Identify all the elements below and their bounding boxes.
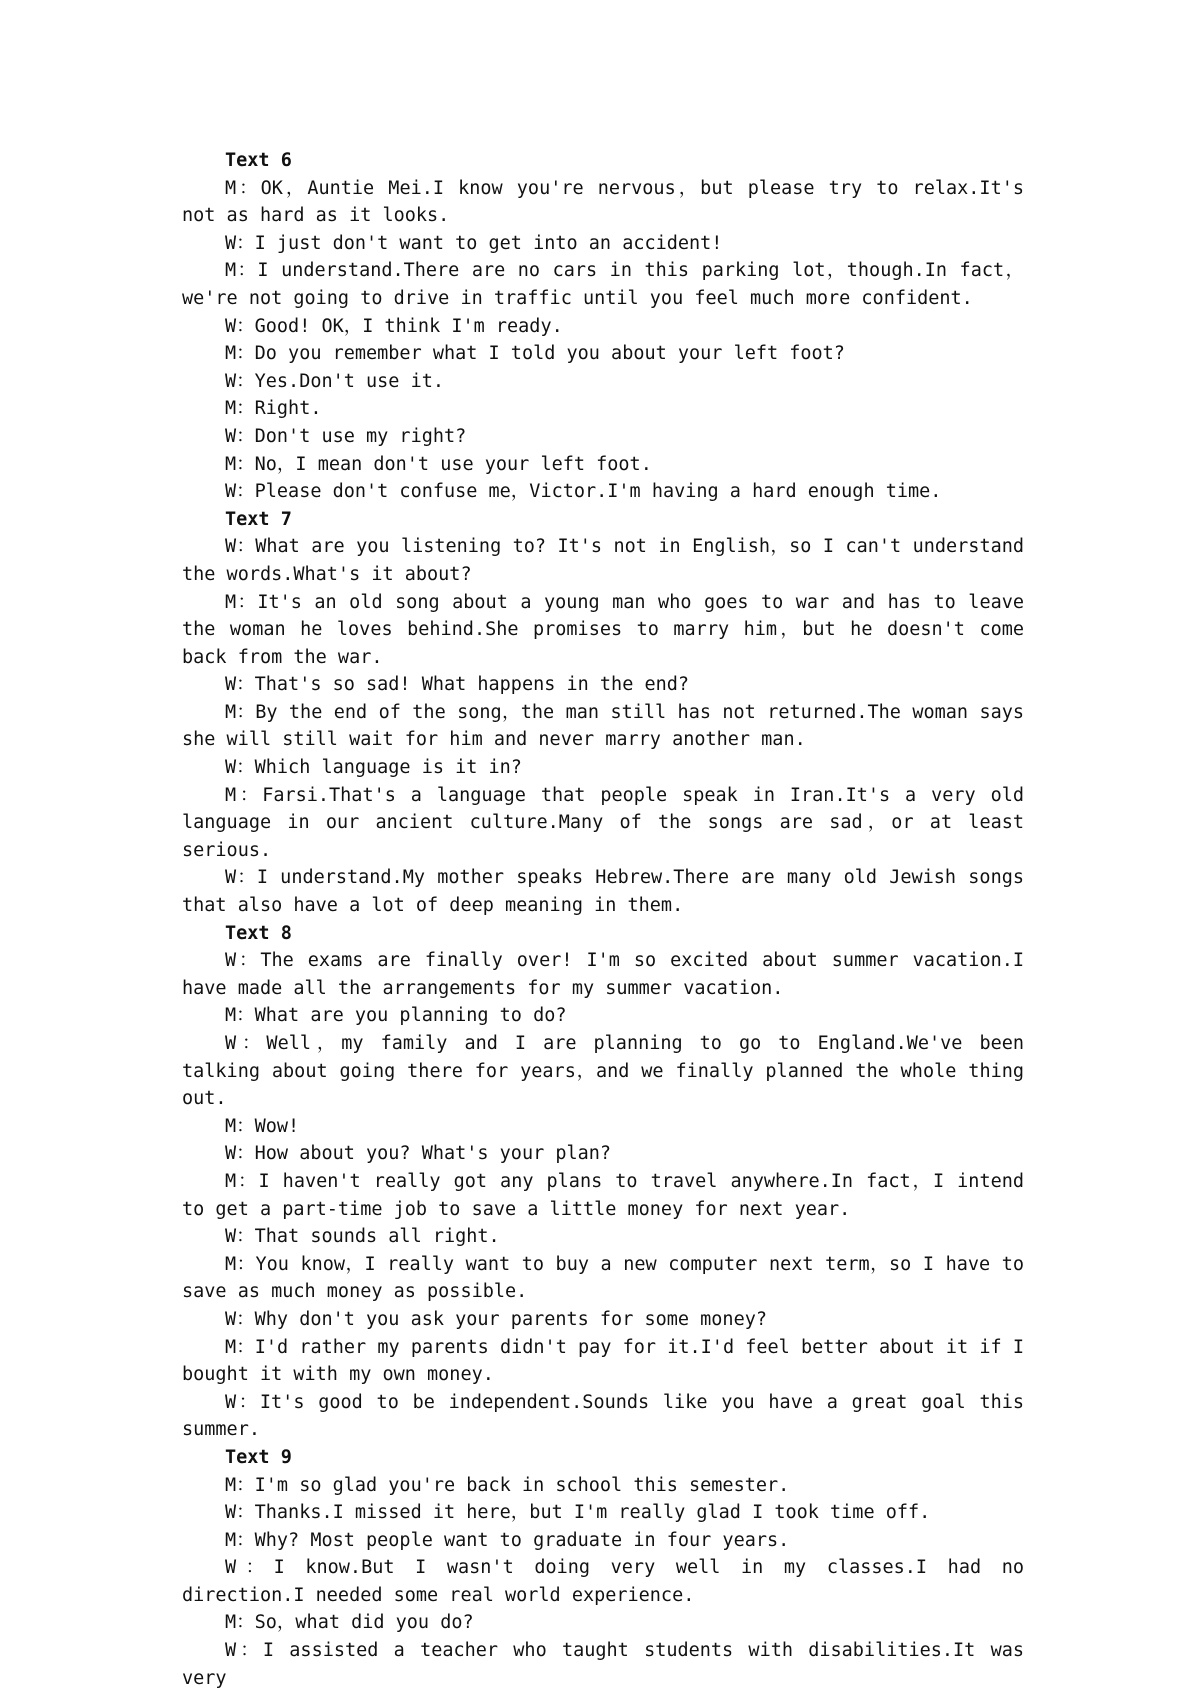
dialogue-line: M：No，I mean don't use your left foot. <box>225 453 652 475</box>
dialogue-line: W：I assisted a teacher who taught students with disabilities.It was very <box>182 1640 1024 1689</box>
dialogue-line: W：Thanks.I missed it here，but I'm really glad I took time off. <box>225 1502 931 1524</box>
dialogue-line: M：Farsi.That's a language that people speak in Iran.It's a very old language in our ancient culture.Many of the songs are sad，or at least serious. <box>182 784 1024 861</box>
dialogue-line: M：I understand.There are no cars in this parking lot，though.In fact，we're not going to drive in traffic until you feel much more confident. <box>182 260 1024 309</box>
dialogue-line: W：Don't use my right? <box>225 425 467 447</box>
dialogue-line: W：What are you listening to? It's not in English，so I can't understand the words.What's it about? <box>182 536 1024 585</box>
dialogue-line: M：It's an old song about a young man who goes to war and has to leave the woman he loves behind.She promises to marry him，but he doesn't come back from the war. <box>182 591 1024 668</box>
dialogue-line: W：The exams are finally over! I'm so excited about summer vacation.I have made all the arrangements for my summer vacation. <box>182 950 1024 999</box>
dialogue-line: W：I just don't want to get into an accident! <box>225 232 723 254</box>
dialogue-line: W：Which language is it in? <box>225 757 522 779</box>
dialogue-line: W：Yes.Don't use it. <box>225 370 444 392</box>
dialogue-line: M：I'm so glad you're back in school this semester. <box>225 1474 790 1496</box>
dialogue-line: W：How about you? What's your plan? <box>225 1143 612 1165</box>
dialogue-line: M：Wow! <box>225 1115 300 1137</box>
section-heading: Text 9 <box>225 1446 292 1468</box>
dialogue-line: W：Well，my family and I are planning to go to England.We've been talking about going there for years，and we finally planned the whole thing out. <box>182 1033 1024 1110</box>
document-body <box>182 147 1024 1692</box>
section-heading: Text 7 <box>225 508 292 530</box>
dialogue-line: M：What are you planning to do? <box>225 1005 567 1027</box>
dialogue-line: M：By the end of the song，the man still has not returned.The woman says she will still wait for him and never marry another man. <box>182 701 1024 751</box>
dialogue-line: W：That's so sad! What happens in the end? <box>225 674 690 696</box>
dialogue-line: W：Please don't confuse me，Victor.I'm having a hard enough time. <box>225 481 942 503</box>
dialogue-line: W：Good! OK，I think I'm ready. <box>225 315 563 337</box>
dialogue-line: W：I know.But I wasn't doing very well in my classes.I had no direction.I needed some real world experience. <box>182 1557 1024 1606</box>
section-heading: Text 6 <box>225 150 292 171</box>
dialogue-line: M：Do you remember what I told you about your left foot? <box>225 343 845 365</box>
dialogue-line: M：I haven't really got any plans to travel anywhere.In fact，I intend to get a part-time job to save a little money for next year. <box>182 1170 1024 1220</box>
dialogue-line: M：So，what did you do? <box>225 1612 474 1634</box>
dialogue-line: M：You know，I really want to buy a new computer next term，so I have to save as much money as possible. <box>182 1253 1024 1303</box>
dialogue-line: W：I understand.My mother speaks Hebrew.There are many old Jewish songs that also have a lot of deep meaning in them. <box>182 867 1024 917</box>
dialogue-line: W：That sounds all right. <box>225 1226 500 1248</box>
dialogue-line: W：It's good to be independent.Sounds like you have a great goal this summer. <box>182 1391 1024 1441</box>
section-heading: Text 8 <box>225 922 292 944</box>
dialogue-line: M：OK，Auntie Mei.I know you're nervous，but please try to relax.It's not as hard as it looks. <box>182 177 1024 227</box>
dialogue-line: M：Why? Most people want to graduate in four years. <box>225 1529 790 1551</box>
dialogue-line: W：Why don't you ask your parents for some money? <box>225 1308 767 1330</box>
dialogue-line: M：Right. <box>225 398 322 420</box>
dialogue-line: M：I'd rather my parents didn't pay for it.I'd feel better about it if I bought it with my own money. <box>182 1336 1024 1386</box>
